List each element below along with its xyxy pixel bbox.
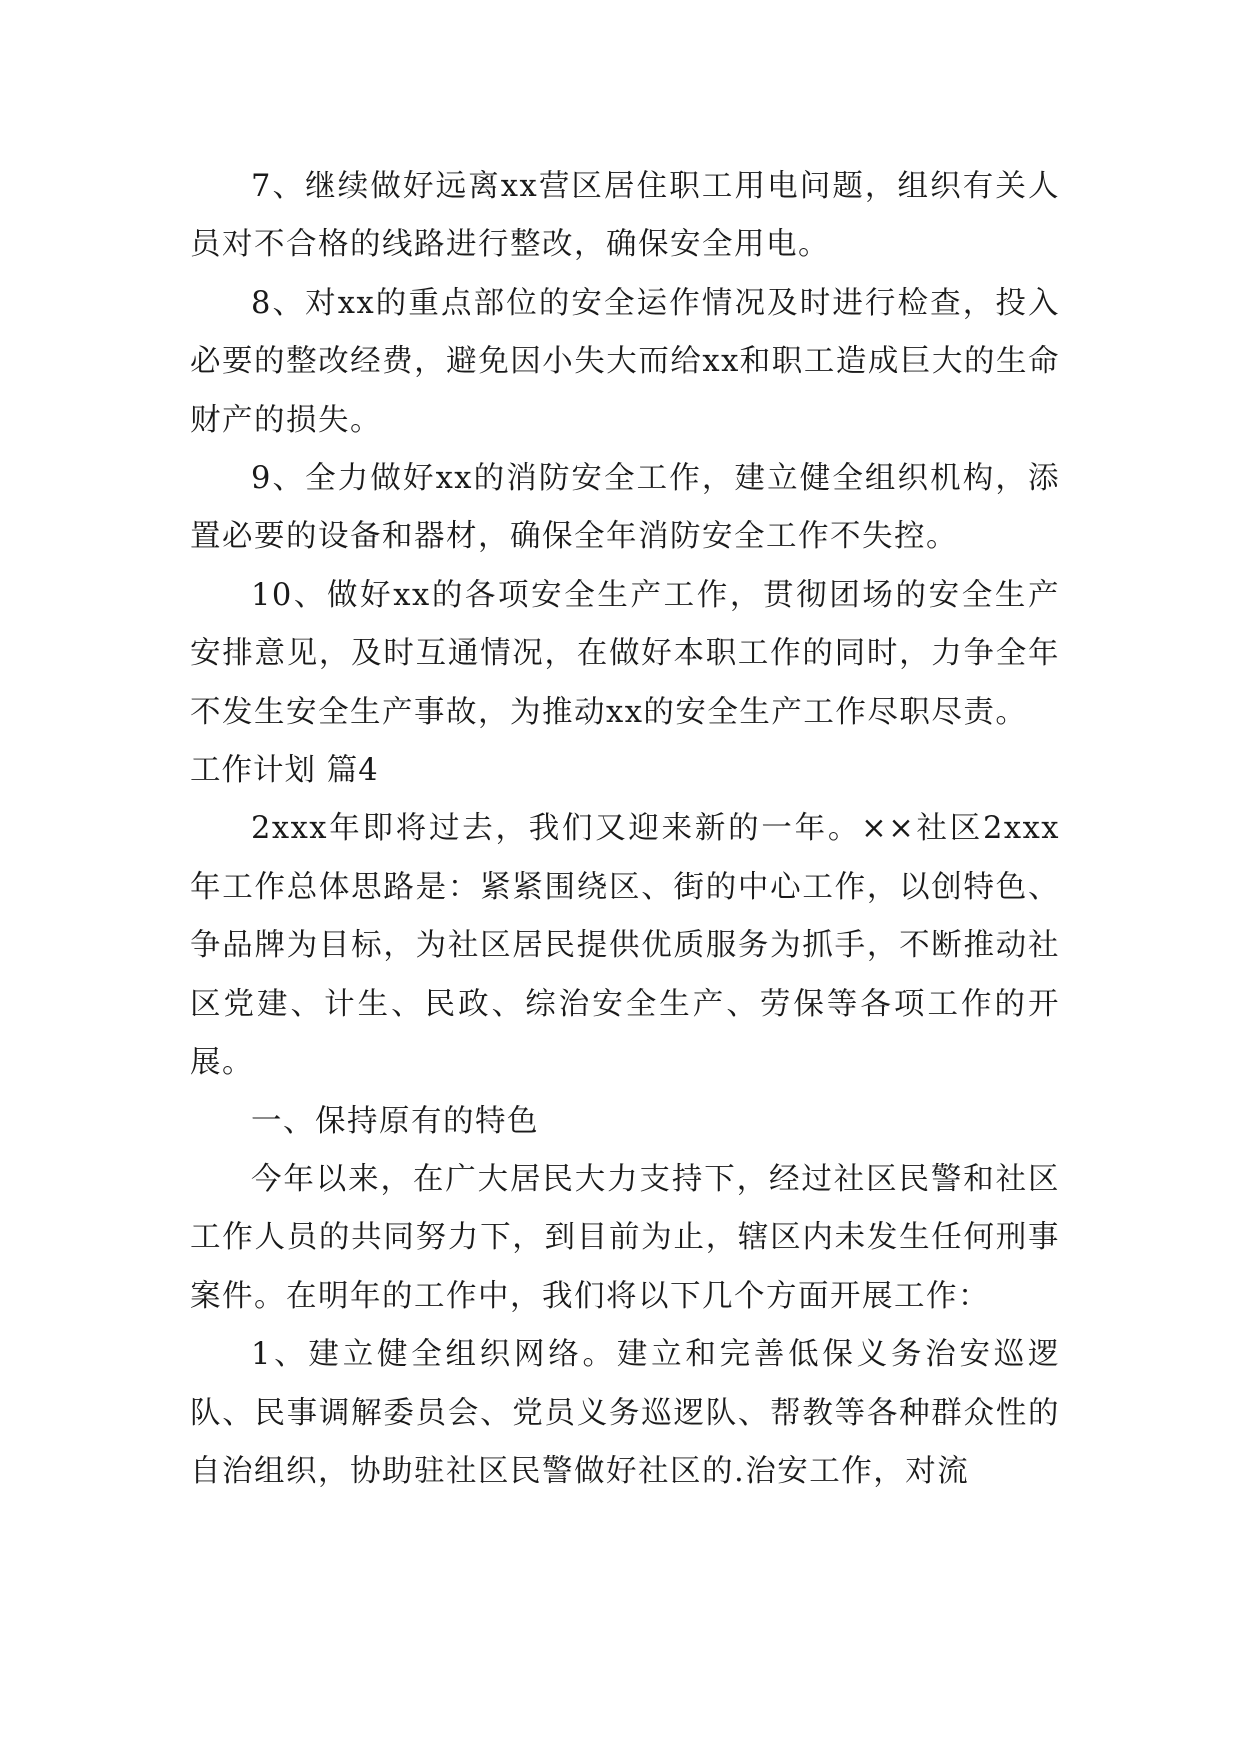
paragraph-this-year: 今年以来，在广大居民大力支持下，经过社区民警和社区工作人员的共同努力下，到目前为止，辖区内未发生任何刑事案件。在明年的工作中，我们将以下几个方面开展工作： <box>190 1161 1060 1314</box>
paragraph-overview: 2xxx年即将过去，我们又迎来新的一年。××社区2xxx年工作总体思路是：紧紧围绕区、街的中心工作，以创特色、争品牌为目标，为社区居民提供优质服务为抓手，不断推动社区党建、计生、民政、综治安全生产、劳保等各项工作的开展。 <box>190 811 1060 1081</box>
paragraph-item-1: 1、建立健全组织网络。建立和完善低保义务治安巡逻队、民事调解委员会、党员义务巡逻队、帮教等各种群众性的自治组织，协助驻社区民警做好社区的.治安工作，对流 <box>190 1337 1060 1489</box>
paragraph-item-7: 7、继续做好远离xx营区居住职工用电问题，组织有关人员对不合格的线路进行整改，确保安全用电。 <box>190 169 1060 263</box>
section-heading: 工作计划 篇4 <box>190 753 379 789</box>
paragraph-item-8: 8、对xx的重点部位的安全运作情况及时进行检查，投入必要的整改经费，避免因小失大而给xx和职工造成巨大的生命财产的损失。 <box>190 285 1060 438</box>
subheading-keep-features: 一、保持原有的特色 <box>251 1103 539 1139</box>
paragraph-item-10: 10、做好xx的各项安全生产工作，贯彻团场的安全生产安排意见，及时互通情况，在做好本职工作的同时，力争全年不发生安全生产事故，为推动xx的安全生产工作尽职尽责。 <box>190 577 1060 730</box>
document-body <box>190 158 1060 1501</box>
paragraph-item-9: 9、全力做好xx的消防安全工作，建立健全组织机构，添置必要的设备和器材，确保全年消防安全工作不失控。 <box>190 461 1060 555</box>
